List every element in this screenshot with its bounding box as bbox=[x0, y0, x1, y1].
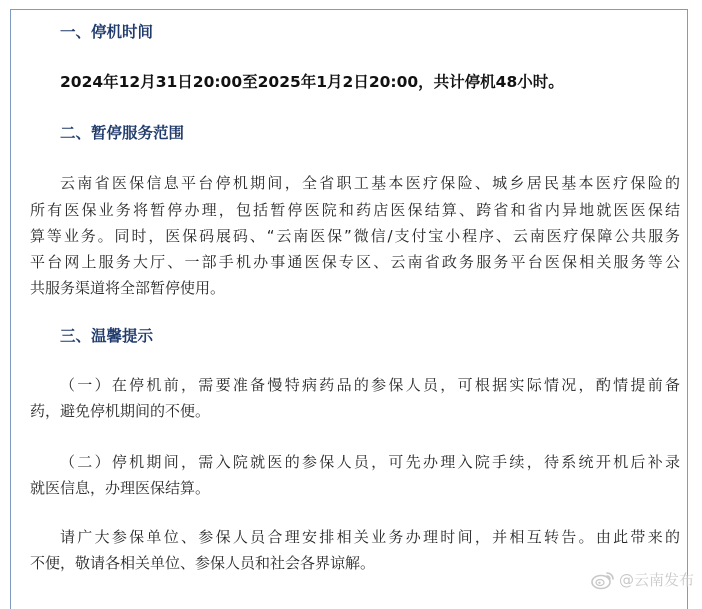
weibo-logo-icon bbox=[591, 570, 615, 590]
section-heading-reminders: 三、温馨提示 bbox=[60, 327, 154, 345]
section-heading-suspended-scope: 二、暂停服务范围 bbox=[60, 124, 185, 142]
tip-one-line: （一）在停机前，需要准备慢特病药品的参保人员，可根据实际情况，酌情提前备 bbox=[60, 376, 680, 394]
closing-paragraph-line: 请广大参保单位、参保人员合理安排相关业务办理时间，并相互转告。由此带来的 bbox=[60, 528, 680, 546]
scope-paragraph-line: 平台网上服务大厅、一部手机办事通医保专区、云南省政务服务平台医保相关服务等公 bbox=[30, 253, 680, 271]
weibo-watermark bbox=[591, 570, 694, 590]
section-heading-downtime: 一、停机时间 bbox=[60, 23, 154, 41]
tip-two-line: 就医信息，办理医保结算。 bbox=[30, 479, 211, 497]
tip-one-line: 药，避免停机期间的不便。 bbox=[30, 402, 211, 420]
tip-two-line: （二）停机期间，需入院就医的参保人员，可先办理入院手续，待系统开机后补录 bbox=[60, 453, 680, 471]
notice-frame bbox=[10, 9, 688, 609]
downtime-period-text: 2024年12月31日20:00至2025年1月2日20:00，共计停机48小时。 bbox=[60, 73, 564, 91]
scope-paragraph-line: 云南省医保信息平台停机期间，全省职工基本医疗保险、城乡居民基本医疗保险的 bbox=[60, 174, 680, 192]
scope-paragraph-line: 算等业务。同时，医保码展码、“云南医保”微信/支付宝小程序、云南医疗保障公共服务 bbox=[30, 227, 680, 245]
scope-paragraph-line: 所有医保业务将暂停办理，包括暂停医院和药店医保结算、跨省和省内异地就医医保结 bbox=[30, 201, 680, 219]
closing-paragraph-line: 不便，敬请各相关单位、参保人员和社会各界谅解。 bbox=[30, 554, 376, 572]
watermark-account-text: @云南发布 bbox=[618, 571, 694, 589]
scope-paragraph-line: 共服务渠道将全部暂停使用。 bbox=[30, 279, 226, 297]
